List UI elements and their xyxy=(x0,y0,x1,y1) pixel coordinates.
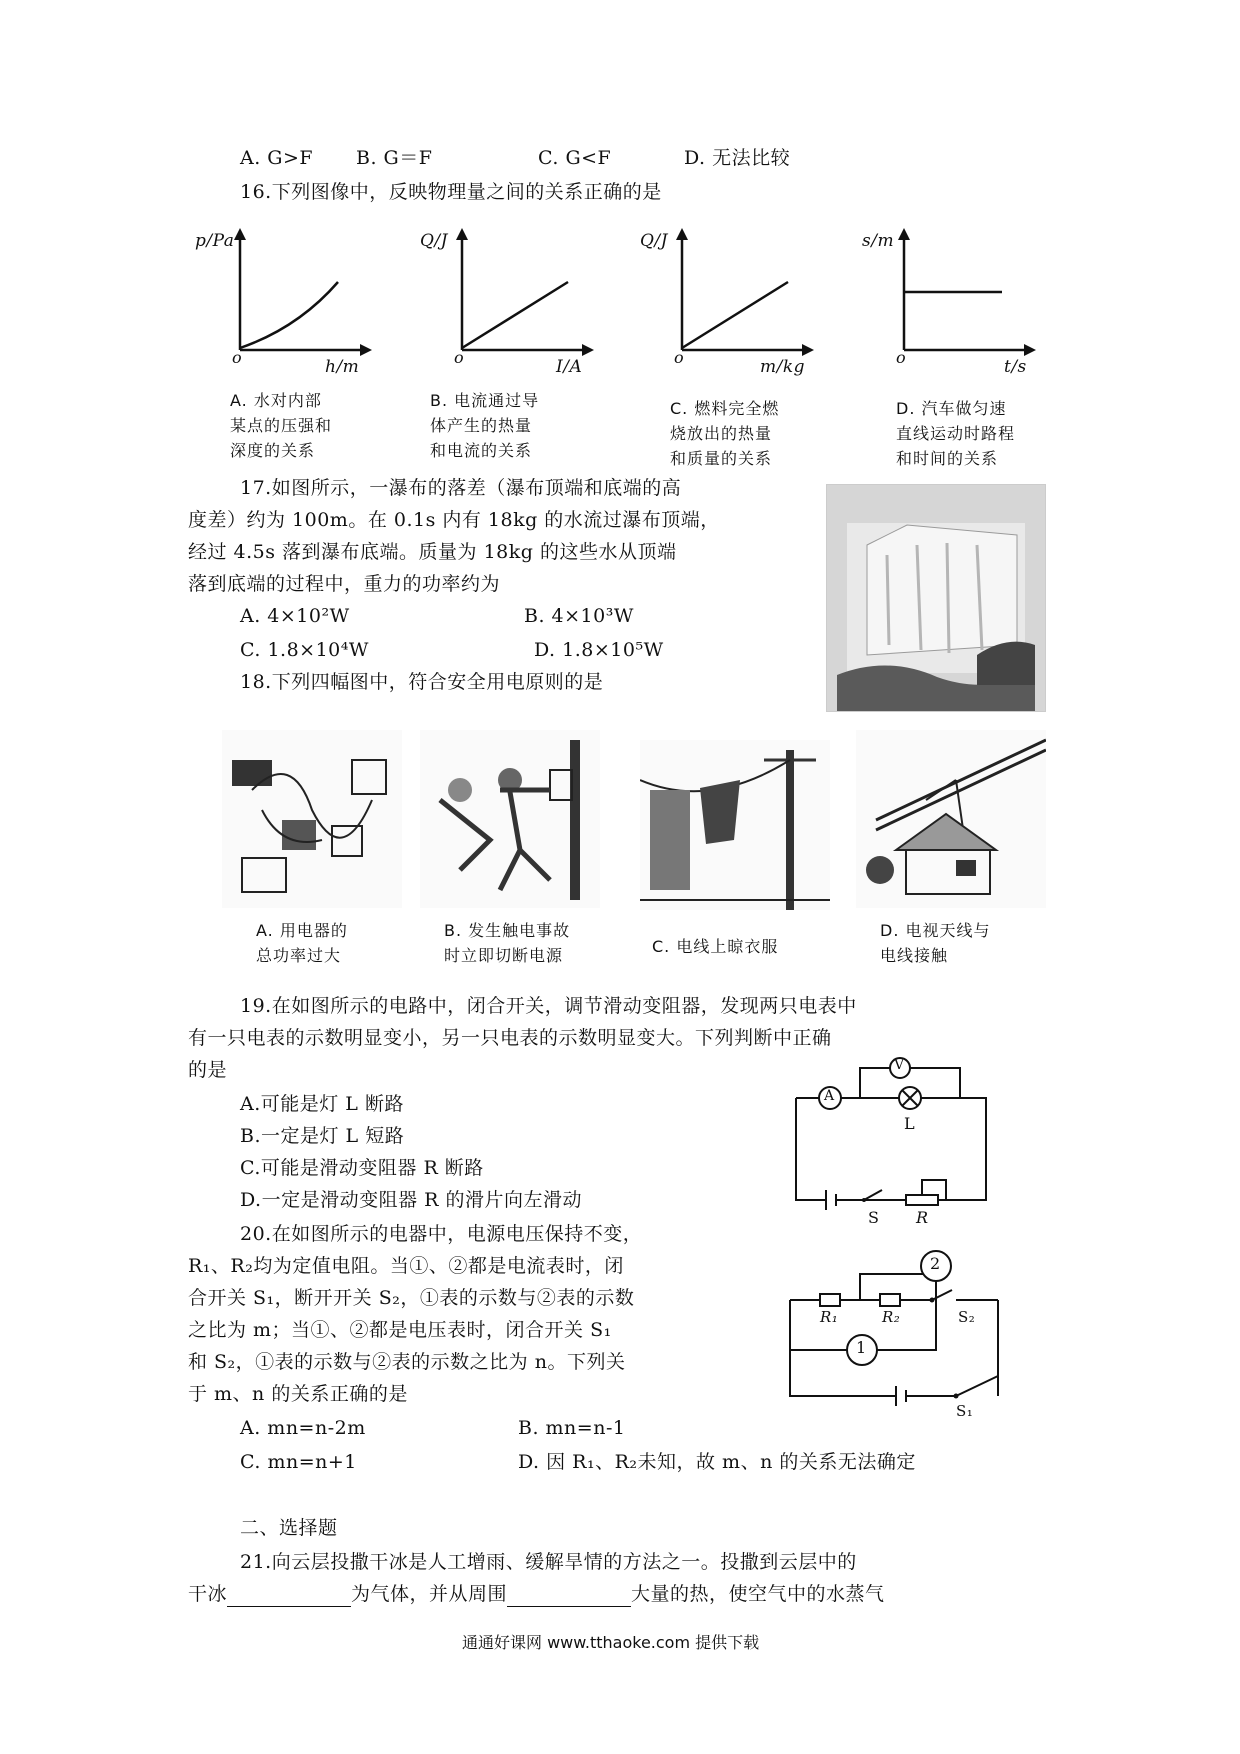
q17-option-b: B. 4×10³W xyxy=(524,605,634,627)
q19-option-a: A.可能是灯 L 断路 xyxy=(240,1093,404,1115)
graph-c-caption: C. 燃料完全燃 烧放出的热量 和质量的关系 xyxy=(670,399,780,468)
q20-line-5: 和 S₂，①表的示数与②表的示数之比为 n。下列关 xyxy=(188,1351,626,1373)
q20-line-3: 合开关 S₁，断开开关 S₂，①表的示数与②表的示数 xyxy=(188,1287,635,1309)
q17-option-c: C. 1.8×10⁴W xyxy=(240,639,369,661)
q19-line-2: 有一只电表的示数明显变小，另一只电表的示数明显变大。下列判断中正确 xyxy=(188,1027,832,1049)
q21-text-c: 大量的热，使空气中的水蒸气 xyxy=(631,1583,885,1605)
r2-label: R₂ xyxy=(882,1308,901,1326)
q19-option-b: B.一定是灯 L 短路 xyxy=(240,1125,405,1147)
graph-b-origin: o xyxy=(454,348,465,367)
q19-circuit-diagram xyxy=(786,1050,996,1230)
waterfall-photo xyxy=(826,484,1046,712)
section-2-heading: 二、选择题 xyxy=(240,1517,338,1539)
q18-caption-b: B. 发生触电事故 时立即切断电源 xyxy=(444,921,571,965)
q16-stem: 16.下列图像中，反映物理量之间的关系正确的是 xyxy=(240,181,662,203)
q20-line-2: R₁、R₂均为定值电阻。当①、②都是电流表时，闭 xyxy=(188,1255,624,1277)
q18-caption-a: A. 用电器的 总功率过大 xyxy=(256,921,348,965)
q17-option-d: D. 1.8×10⁵W xyxy=(534,639,664,661)
q19-option-d: D.一定是滑动变阻器 R 的滑片向左滑动 xyxy=(240,1189,582,1211)
q18-stem: 18.下列四幅图中，符合安全用电原则的是 xyxy=(240,671,604,693)
graph-a-caption: A. 水对内部 某点的压强和 深度的关系 xyxy=(230,391,333,460)
q15-option-c: C. G<F xyxy=(538,147,612,169)
q17-line-3: 经过 4.5s 落到瀑布底端。质量为 18kg 的这些水从顶端 xyxy=(188,541,677,563)
q21-text-a: 干冰 xyxy=(188,1583,228,1605)
graph-d-caption: D. 汽车做匀速 直线运动时路程 和时间的关系 xyxy=(896,399,1016,468)
q19-line-3: 的是 xyxy=(188,1059,228,1081)
graph-b-caption: B. 电流通过导 体产生的热量 和电流的关系 xyxy=(430,391,540,460)
voltmeter-label: V xyxy=(894,1057,905,1073)
q19-option-c: C.可能是滑动变阻器 R 断路 xyxy=(240,1157,484,1179)
q18-picture-c xyxy=(640,740,830,910)
q15-option-d: D. 无法比较 xyxy=(684,147,791,169)
graph-b-ylabel: Q/J xyxy=(420,231,448,251)
q17-line-1: 17.如图所示，一瀑布的落差（瀑布顶端和底端的高 xyxy=(240,477,682,499)
q20-option-d: D. 因 R₁、R₂未知，故 m、n 的关系无法确定 xyxy=(518,1451,916,1473)
q17-option-a: A. 4×10²W xyxy=(240,605,350,627)
graph-d-xlabel: t/s xyxy=(1004,357,1027,377)
q15-option-a: A. G>F xyxy=(240,147,314,169)
q18-picture-a xyxy=(222,730,402,908)
q21-text-b: 为气体，并从周围 xyxy=(351,1583,508,1605)
lamp-label: L xyxy=(904,1114,916,1133)
ammeter-label: A xyxy=(824,1088,835,1104)
graph-a-xlabel: h/m xyxy=(325,357,360,377)
q20-option-a: A. mn=n-2m xyxy=(240,1417,366,1439)
q21-blank-2[interactable] xyxy=(507,1588,631,1607)
q18-caption-c: C. 电线上晾衣服 xyxy=(652,937,779,956)
s1-label: S₁ xyxy=(956,1402,974,1420)
q18-caption-d: D. 电视天线与 电线接触 xyxy=(880,921,991,965)
q17-line-2: 度差）约为 100m。在 0.1s 内有 18kg 的水流过瀑布顶端， xyxy=(188,509,720,531)
q18-picture-b xyxy=(420,730,600,908)
q20-option-c: C. mn=n+1 xyxy=(240,1451,357,1473)
q20-line-4: 之比为 m；当①、②都是电压表时，闭合开关 S₁ xyxy=(188,1319,612,1341)
graph-b-xlabel: I/A xyxy=(556,357,583,377)
meter-1-label: 1 xyxy=(856,1338,867,1357)
rheostat-label: R xyxy=(916,1208,929,1227)
q21-line-2 xyxy=(188,1582,885,1607)
graph-d-ylabel: s/m xyxy=(862,231,895,251)
q21-blank-1[interactable] xyxy=(227,1588,351,1607)
q21-line-1: 21.向云层投撒干冰是人工增雨、缓解旱情的方法之一。投撒到云层中的 xyxy=(240,1551,857,1573)
graph-c-ylabel: Q/J xyxy=(640,231,668,251)
q20-line-6: 于 m、n 的关系正确的是 xyxy=(188,1383,408,1405)
meter-2-label: 2 xyxy=(930,1254,941,1273)
graph-c-xlabel: m/kg xyxy=(760,357,806,377)
graph-c-origin: o xyxy=(674,348,685,367)
q20-line-1: 20.在如图所示的电器中，电源电压保持不变， xyxy=(240,1223,643,1245)
r1-label: R₁ xyxy=(820,1308,839,1326)
q20-option-b: B. mn=n-1 xyxy=(518,1417,626,1439)
switch-label: S xyxy=(868,1208,880,1227)
graph-d-origin: o xyxy=(896,348,907,367)
s2-label: S₂ xyxy=(958,1308,976,1326)
q15-option-b: B. G＝F xyxy=(356,147,433,169)
graph-a-ylabel: p/Pa xyxy=(195,231,235,251)
footer-text: 通通好课网 www.tthaoke.com 提供下载 xyxy=(462,1633,760,1652)
q18-picture-d xyxy=(856,730,1046,908)
q17-line-4: 落到底端的过程中，重力的功率约为 xyxy=(188,573,501,595)
q19-line-1: 19.在如图所示的电路中，闭合开关，调节滑动变阻器，发现两只电表中 xyxy=(240,995,857,1017)
q20-circuit-diagram xyxy=(786,1246,1006,1426)
graph-a-origin: o xyxy=(232,348,243,367)
